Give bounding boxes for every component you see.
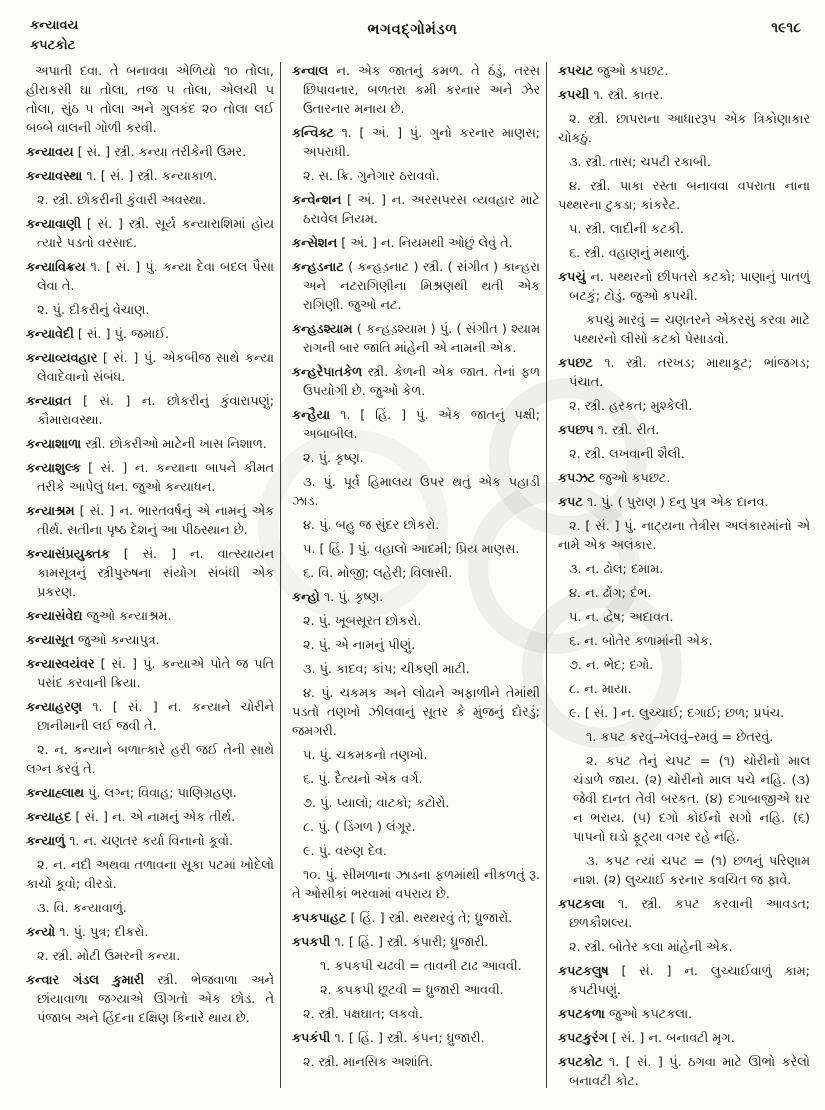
dictionary-entry: કન્યાસૂત જુઓ કન્યાપુત્ર. [26, 633, 160, 648]
headword: કપચટ [558, 64, 594, 79]
dictionary-entry: કપચું ન. પથ્થરનો છીપતરો કટકો; પાણાનું પાતળું બટકું; ટોડું. જુઓ કપચી. [558, 270, 810, 304]
entry-line: ૪. પું. બહુ જ સુંદર છોકરો. [303, 518, 440, 533]
dictionary-entry: કપચટ જુઓ કપછટ. [558, 64, 669, 79]
headword: કપટકલા [558, 897, 605, 912]
headword: કન્યાશ્રમ [26, 504, 75, 519]
dictionary-entry: કન્યાસંપ્રયુક્તક [ સં. ] ન. વાત્સ્યાયન કામસૂત્રનું સ્ત્રીપુરુષના સંયોગ સંબંધી એક પ્રકરણ. [26, 547, 274, 600]
page-header [0, 16, 825, 62]
column-3 [546, 62, 812, 1088]
headword: કપછપ [558, 423, 594, 438]
entry-line: ૨. સ્ત્રી. માનસિક અશાંતિ. [303, 1055, 434, 1070]
entry-line: ૯. [ સં. ] ન. લુચ્ચાઈ; દગાઈ; છળ; પ્રપંચ. [569, 706, 785, 721]
dictionary-entry: કન્હરેપાતકેળ સ્ત્રી. કેળની એક જાત. તેનાં ફળ ઉપયોગી છે. જુઓ કેળ. [292, 365, 540, 399]
headword: કન્હરેપાતકેળ [292, 365, 363, 380]
headword: કન્વાર ગંડલ કુમારી [26, 973, 145, 988]
dictionary-entry: કન્યાસંવેદ્ય જુઓ કન્યાશ્રમ. [26, 609, 172, 624]
headword: કપચી [558, 88, 590, 103]
headword: કપટ [558, 495, 583, 510]
entry-line: ૭. ન. ભેદ; દગો. [569, 658, 654, 673]
headword: કપકપાહટ [292, 911, 347, 926]
dictionary-entry: કપકંપી ૧. [ હિં. ] સ્ત્રી. કંપન; ધ્રુજારી. [292, 1031, 485, 1046]
dictionary-entry: કપટકુરંગ [ સં. ] ન. બનાવટી મૃગ. [558, 1031, 735, 1046]
entry-line: ૨. સ. ક્રિ. ગુનેગાર ઠરાવવો. [303, 169, 440, 184]
dictionary-entry: કન્યાશ્રમ [ સં. ] ન. ભારતવર્ષનું એ નામનું એક તીર્થ. સતીના પૃષ્ઠ દેશનું આ પીઠસ્થાન છે. [26, 504, 274, 538]
headword: કપછટ [558, 356, 593, 371]
dictionary-entry: કન્યાહ્રદ [ સં. ] ન. એ નામનું એક તીર્થ. [26, 810, 236, 825]
entry-line: ૧. કપટ કરવું–ખેલવું–રમવું = છેતરવું. [586, 730, 774, 745]
headword: કન્હૈયા [292, 408, 331, 423]
entry-line: ૨. સ્ત્રી. છાપરાના આધારરૂપ એક ત્રિકોણાકાર ચોકઠું. [558, 112, 810, 146]
entry-line: ૫. સ્ત્રી. લાદીની કટકી. [569, 222, 685, 237]
entry-line: ૨. સ્ત્રી. બોતેર કલા માંહેની એક. [569, 940, 733, 955]
headword: કન્સેશન [292, 236, 338, 251]
headword: કન્યાશુલ્ક [26, 461, 81, 476]
entry-line: ૨. ન. કન્યાને બળાત્કારે હરી જઈ તેની સાથે લગ્ન કરવું તે. [26, 743, 274, 777]
dictionary-entry: કપટકોટ ૧. [ સં. ] પું. ઠગવા માટે ઊભો કરેલો બનાવટી કોટ. [558, 1055, 810, 1088]
headword: કન્યાવય [26, 145, 74, 160]
dictionary-entry: કન્યાળું ૧. ન. ચણતર કર્યા વિનાનો કૂવો. [26, 834, 234, 849]
headword: કન્યાશાળા [26, 437, 82, 452]
entry-line: ૨. ન. નદી અથવા તળાવના સૂકા પટમાં ખોદેલો કાચો કૂવો; વીરડો. [26, 858, 274, 892]
entry-line: ૪. ન. ઢોંગ; દંભ. [569, 586, 652, 601]
headword: કન્યાવ્રત [26, 394, 72, 409]
headword: કન્યાસ્વયંવર [26, 657, 95, 672]
entry-line: ૨. પું. દીકરીનું વેચાણ. [37, 303, 150, 318]
headword: કન્યાવાણી [26, 217, 81, 232]
dictionary-entry: કપટકલા ૧. સ્ત્રી. કપટ કરવાની આવડત; છળકૌશલ્ય. [558, 897, 810, 931]
entry-line: ૬. સ્ત્રી. વહાણનું મથાળું. [569, 246, 690, 261]
headword: કપટકોટ [558, 1055, 603, 1070]
entry-line: ૫. [ હિં. ] પું. વહાલો આદમી; પ્રિય માણસ. [303, 542, 520, 557]
dictionary-entry: કન્વાલ ન. એક જાતનું કમળ. તે ઠંડું, તરસ છિપાવનાર, બળતરા કમી કરનાર અને ઝેર ઉતારનાર મનાય છે. [292, 64, 540, 117]
dictionary-entry: કન્યાહ્લાથ પું. લગ્ન; વિવાહ; પાણિગ્રહણ. [26, 786, 237, 801]
dictionary-entry: કન્હૈયા ૧. [ હિં. ] પું. એક જાતનું પક્ષી; અબાબીલ. [292, 408, 540, 442]
entry-line: ૬. ન. બોતેર કળામાંની એક. [569, 634, 713, 649]
entry-line: ૬. વિ. મોજી; લહેરી; વિલાસી. [303, 566, 453, 581]
dictionary-entry: કપચી ૧. સ્ત્રી. કાતર. [558, 88, 664, 103]
entry-line: ૨. કપટ તેનું ચપટ = (૧) ચોરીનો માલ ચંડાળે જાય. (૨) ચોરીનો માલ પચે નહિ. (૩) જેવી દાનત તેવી બરકત. (૪) દગાબાજીએ ઘર ન ભરાય. (૫) દગો કોઈનો સગો નહિ. (૬) પાપનો ઘડો ફૂટ્યા વગર રહે નહિ. [573, 754, 810, 845]
dictionary-entry: કન્યાવસ્થા ૧. [ સં. ] સ્ત્રી. કન્યાકાળ. [26, 169, 218, 184]
dictionary-entry: કન્યાહરણ ૧. [ સં. ] ન. કન્યાને ચોરીને છાનીમાની લઈ જવી તે. [26, 700, 274, 734]
entry-line: ૨. સ્ત્રી. હરકત; મુશ્કેલી. [569, 399, 693, 414]
dictionary-entry: કન્યાવેદી [ સં. ] પું. જમાઈ. [26, 327, 170, 342]
dictionary-entry: કન્યાવાણી [ સં. ] સ્ત્રી. સૂર્ય કન્યારાશિમાં હોય ત્યારે પડતો વરસાદ. [26, 217, 274, 251]
entry-line: ૩. પું. પૂર્વ હિમાલય ઉપર થતું એક પહાડી ઝાડ. [292, 475, 540, 509]
entry-line: ૩. સ્ત્રી. તાસ; ચપટી રકાબી. [569, 155, 711, 170]
entry-line: ૩. કપટ ત્યાં ચપટ = (૧) છળનું પરિણામ નાશ. (૨) લુચ્ચાઈ કરનાર કવચિત જ ફાવે. [573, 854, 810, 888]
headword: કન્હડશ્યામ [292, 322, 353, 337]
entry-line: ૨. સ્ત્રી. લખવાની શૈલી. [569, 447, 685, 462]
book-title: ભગવદ્ગોમંડળ [367, 20, 458, 38]
headword: કપટકળા [558, 1007, 605, 1022]
entry-line: ૨. સ્ત્રી. છોકરીની કુંવારી અવસ્થા. [37, 193, 207, 208]
headword: કપચું [558, 270, 586, 285]
dictionary-entry: કન્યાવ્રત [ સં. ] ન. છોકરીનું કુંવારાપણું; કૌમારાવસ્થા. [26, 394, 274, 428]
entry-line: ૭. પું. પ્યાલો; વાટકો; કટોરો. [303, 796, 450, 811]
dictionary-entry: કપઝટ જુઓ કપછટ. [558, 471, 671, 486]
entry-line: ૮. ન. માયા. [569, 682, 632, 697]
dictionary-entry: કન્યાશુલ્ક [ સં. ] ન. કન્યાના બાપને કીમત તરીકે આપેલું ધન. જુઓ કન્યાધન. [26, 461, 274, 495]
dictionary-entry: કન્યો ૧. પું. પુત્ર; દીકરો. [26, 925, 149, 940]
dictionary-entry: કપટકળા જુઓ કપટકલા. [558, 1007, 693, 1022]
entry-line: ૪. પું. ચકમક અને લોઢાને અફાળીને તેમાંથી પડતો તણખો ઝીલવાનું સૂતર કે મુંજનું દોરડું; જમગરી. [292, 686, 540, 739]
headword: કન્યાસંપ્રયુક્તક [26, 547, 110, 562]
entry-line: ૨. પું. ખૂબસૂરત છોકરો. [303, 614, 422, 629]
entry-line: ૨. પું. એ નામનું પીણું. [303, 638, 416, 653]
headword: કન્હડનાટ [292, 260, 344, 275]
text-columns [26, 62, 812, 1088]
headword: કન્વાલ [292, 64, 329, 79]
dictionary-entry: કપટ ૧. પું. ( પુરાણ ) દનુ પુત્ર એક દાનવ. [558, 495, 769, 510]
entry-line: ૨. પું. કૃષ્ણ. [303, 451, 364, 466]
dictionary-entry: કન્હો ૧. પું. કૃષ્ણ. [292, 590, 384, 605]
entry-line: ૪. સ્ત્રી. પાકા રસ્તા બનાવવા વપરાતા નાના પથ્થરના ટુકડા; કાંકરેટ. [558, 179, 810, 213]
entry-line: અપાતી દવા. તે બનાવવા એળિયો ૧૦ તોલા, હીરાકસી ઘા તોલા, તજ ૫ તોલા, એલચી ૫ તોલા, સુંઠ ૫ તોલા અને ગુલકંદ ૨૦ તોલા લઈ બબ્બે વાલની ગોળી કરવી. [26, 64, 274, 136]
entry-line: ૫. ન. દ્વેષ; અદાવત. [569, 610, 674, 625]
headword: કન્યાળું [26, 834, 66, 849]
page-number: ૧૯૧૮ [771, 20, 801, 36]
entry-line: કપચું મારવું = ચણતરને એકરસું કરવા માટે પથ્થરનો લીસો કટકો પેસાડવો. [573, 313, 810, 347]
dictionary-entry: કપટકલુષ [ સં. ] ન. લુચ્ચાઈવાળું કામ; કપટીપણું. [558, 964, 810, 998]
entry-line: ૩. પું. કાદવ; કાંપ; ચીકણી માટી. [303, 662, 470, 677]
entry-line: ૨. સ્ત્રી. મોટી ઉમરની કન્યા. [37, 949, 181, 964]
dictionary-entry: કન્વિક્ટ ૧. [ અં. ] પું. ગુનો કરનાર માણસ; અપરાધી. [292, 126, 540, 160]
entry-line: ૧. કપકપી ચઢવી = તાવની ટાઢ આવવી. [320, 959, 522, 974]
headword: કન્યાવેદી [26, 327, 74, 342]
guide-word-top: કન્યાવય [30, 18, 79, 33]
entry-line: ૮. પું. ( ડિંગળ ) લંગૂર. [303, 820, 416, 835]
entry-line: ૨. કપકપી છૂટવી = ધ્રુજારી આવવી. [320, 983, 504, 998]
headword: કપઝટ [558, 471, 595, 486]
dictionary-entry: કન્યાવિક્રય ૧. [ સં. ] પું. કન્યા દેવા બદલ પૈસા લેવા તે. [26, 260, 274, 294]
dictionary-entry: કપછટ ૧. સ્ત્રી. તરખડ; માથાકૂટ; ભાંજગડ; પંચાત. [558, 356, 810, 390]
headword: કન્યાસૂત [26, 633, 74, 648]
entry-line: ૩. વિ. કન્યાવાળું. [37, 901, 127, 916]
headword: કપટકલુષ [558, 964, 609, 979]
headword: કપટકુરંગ [558, 1031, 608, 1046]
column-1 [26, 62, 280, 1088]
headword: કન્યાહ્રદ [26, 810, 72, 825]
headword: કન્યો [26, 925, 56, 940]
entry-line: ૧૦. પું. સીમળાના ઝાડના ફળમાંથી નીકળતું રૂ. તે ઓસીકાં ભરવામાં વપરાય છે. [292, 868, 540, 902]
dictionary-entry: કન્યાવ્યવહાર [ સં. ] પું. એકબીજ સાથે કન્યા લેવાદેવાનો સંબંધ. [26, 351, 274, 385]
column-2 [280, 62, 546, 1088]
dictionary-entry: કન્હડશ્યામ ( કન્હડ઼શ્યામ ) પું. ( સંગીત ) શ્યામ રાગની બાર જાતિ માંહેની એ નામની એક. [292, 322, 540, 356]
entry-line: ૨. સ્ત્રી. પક્ષઘાત; લકવો. [303, 1007, 423, 1022]
dictionary-entry: કન્હડનાટ ( કન્હડ઼નાટ ) સ્ત્રી. ( સંગીત ) કાન્હરા અને નટરાગિણીના મિશ્રણથી થતી એક રાગિણી. જુઓ નટ. [292, 260, 540, 313]
entry-line: ૬. પું. દૈત્યનો એક વર્ગ. [303, 772, 423, 787]
headword: કન્યાહ્લાથ [26, 786, 84, 801]
entry-line: ૩. ન. ઢોલ; દમામ. [569, 562, 664, 577]
dictionary-entry: કપકપાહટ [ હિં. ] સ્ત્રી. થરથરવું તે; ધ્રુજારો. [292, 911, 513, 926]
dictionary-entry: કન્યાશાળા સ્ત્રી. છોકરીઓ માટેની ખાસ નિશાળ. [26, 437, 267, 452]
dictionary-entry: કન્યાસ્વયંવર [ સં. ] પું. કન્યાએ પોતે જ પતિ પસંદ કરવાની ક્રિયા. [26, 657, 274, 691]
headword: કપકપી [292, 935, 331, 950]
headword: કન્હો [292, 590, 320, 605]
headword: કન્યાવિક્રય [26, 260, 86, 275]
headword: કન્વેન્શન [292, 193, 342, 208]
entry-line: ૯. પું. વરુણ દેવ. [303, 844, 387, 859]
dictionary-entry: કન્સેશન [ અં. ] ન. નિયમથી ઓછું લેવું તે. [292, 236, 513, 251]
dictionary-entry: કપકપી ૧. [ હિં. ] સ્ત્રી. કંપારી; ધ્રુજારી. [292, 935, 489, 950]
entry-line: ૫. પું. ચકમકનો તણખો. [303, 748, 428, 763]
dictionary-entry: કપછપ ૧. સ્ત્રી. રીત. [558, 423, 660, 438]
dictionary-entry: કન્વેન્શન [ અં. ] ન. અરસપરસ વ્યવહાર માટે ઠરાવેલ નિયમ. [292, 193, 540, 227]
headword: કન્વિક્ટ [292, 126, 334, 141]
headword: કન્યાહરણ [26, 700, 82, 715]
dictionary-entry: કન્યાવય [ સં. ] સ્ત્રી. કન્યા તરીકેની ઉમર. [26, 145, 247, 160]
headword: કન્યાસંવેદ્ય [26, 609, 83, 624]
entry-line: ૨. [ સં. ] પું. નાટ્યના તેત્રીસ અલંકારમાંનો એ નામે એક અલંકાર. [558, 519, 810, 553]
guide-word-bottom: કપટકોટ [30, 38, 76, 53]
headword: કન્યાવ્યવહાર [26, 351, 98, 366]
headword: કન્યાવસ્થા [26, 169, 83, 184]
headword: કપકંપી [292, 1031, 331, 1046]
dictionary-entry: કન્વાર ગંડલ કુમારી સ્ત્રી. ભેજવાળા અને છાંયાવાળા જગ્યાએ ઊગતો એક છોડ. તે પંજાબ અને હિંદના દક્ષિણ કિનારે થાય છે. [26, 973, 274, 1026]
